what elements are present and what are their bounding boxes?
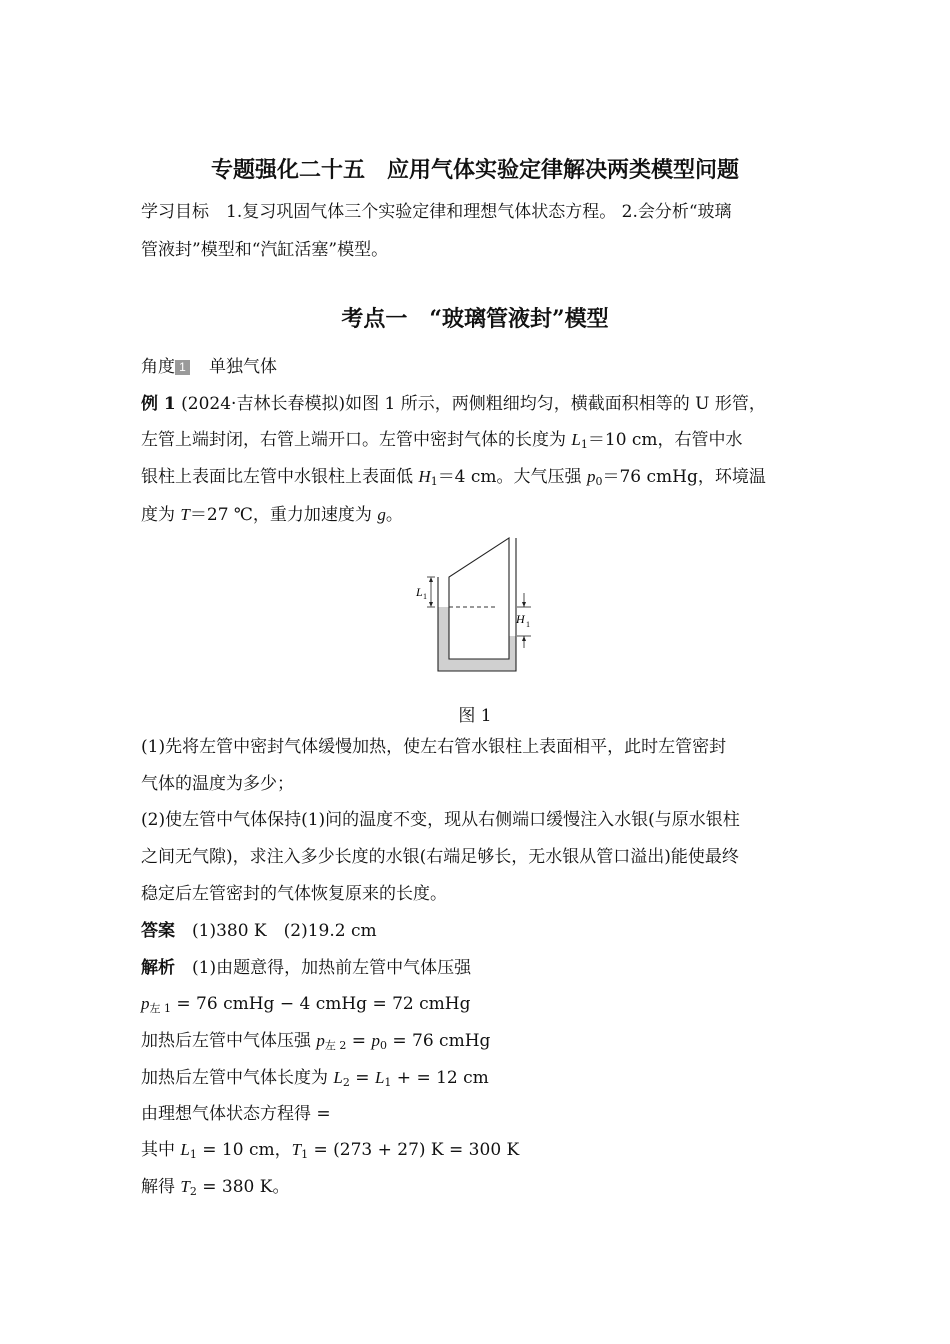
u-tube-figure (405, 535, 535, 675)
example-line1 (141, 394, 766, 414)
figure-label-H-sub: 1 (526, 620, 530, 629)
analysis-text-3a: 加热后左管中气体压强 (141, 1031, 317, 1051)
analysis-text-4c: + (391, 1068, 417, 1088)
symbol-T: T (180, 1177, 190, 1196)
analysis-line6 (141, 1140, 519, 1160)
subscript-1: 1 (430, 475, 438, 488)
subscript-2: 2 (342, 1076, 350, 1089)
subscript-1: 1 (301, 1148, 309, 1161)
subscript-2: 2 (189, 1185, 197, 1198)
analysis-line2 (141, 994, 471, 1014)
angle-heading (141, 357, 277, 377)
analysis-text-6c: = (273 + 27) K = 300 K (308, 1140, 520, 1160)
question-1-line1: (1)先将左管中密封气体缓慢加热，使左右管水银柱上表面相平，此时左管密封 (141, 737, 727, 757)
figure-label-H: H (516, 612, 525, 626)
answer-line (141, 921, 377, 941)
example-text-2a: 左管上端封闭，右管上端开口。左管中密封气体的长度为 (141, 430, 572, 450)
subscript-1: 1 (384, 1076, 392, 1089)
subscript-0: 0 (379, 1039, 387, 1052)
symbol-p: p (586, 467, 596, 486)
question-2-line3: 稳定后左管密封的气体恢复原来的长度。 (141, 884, 447, 904)
example-text-3a: 银柱上表面比左管中水银柱上表面低 (141, 467, 419, 487)
mercury-column (438, 607, 516, 671)
example-line2 (141, 430, 743, 450)
symbol-g: g (377, 505, 386, 524)
analysis-text-3b: = (346, 1031, 372, 1051)
l1-arrow-up (429, 577, 433, 582)
learning-goals-line2: 管液封”模型和“汽缸活塞”模型。 (141, 240, 389, 260)
subscript-left2: 左 2 (324, 1039, 347, 1052)
example-text-3c: ＝76 cmHg，环境温 (602, 467, 766, 487)
u-tube-outline (438, 538, 516, 671)
subscript-1: 1 (580, 438, 588, 451)
figure-caption: 图 1 (458, 706, 492, 726)
h1-arrow-up (522, 636, 526, 641)
analysis-line4 (141, 1068, 489, 1088)
symbol-L: L (333, 1068, 343, 1087)
analysis-text-7a: 解得 (141, 1177, 181, 1197)
example-line3 (141, 467, 766, 487)
angle-label: 角度 (141, 357, 175, 377)
example-text-4c: 。 (385, 505, 403, 525)
question-2-line1: (2)使左管中气体保持(1)问的温度不变，现从右侧端口缓慢注入水银(与原水银柱 (141, 810, 740, 830)
symbol-T: T (180, 505, 190, 524)
example-label: 例 1 (141, 394, 176, 414)
answer-label: 答案 (141, 921, 175, 941)
symbol-p: p (141, 994, 150, 1013)
analysis-text-7b: = 380 K。 (196, 1177, 290, 1197)
symbol-p: p (316, 1031, 325, 1050)
question-1-line2: 气体的温度为多少； (141, 774, 294, 794)
l1-arrow-down (429, 602, 433, 607)
angle-text: 单独气体 (209, 357, 277, 377)
subscript-0: 0 (595, 475, 603, 488)
example-text-4a: 度为 (141, 505, 181, 525)
h1-arrow-down (522, 602, 526, 607)
learning-goals-line1 (141, 202, 732, 222)
example-line4 (141, 505, 403, 525)
symbol-L: L (571, 430, 581, 449)
goals-text-1: 1.复习巩固气体三个实验定律和理想气体状态方程。 2.会分析“玻璃 (226, 202, 732, 222)
subscript-left1: 左 1 (149, 1002, 171, 1015)
example-text-4b: ＝27 ℃，重力加速度为 (189, 505, 378, 525)
analysis-line3 (141, 1031, 490, 1051)
angle-number-badge: 1 (175, 360, 190, 375)
analysis-text-1: (1)由题意得，加热前左管中气体压强 (192, 958, 472, 978)
symbol-L: L (374, 1068, 385, 1087)
analysis-text-6a: 其中 (141, 1140, 181, 1160)
analysis-line5: 由理想气体状态方程得 = (141, 1104, 331, 1124)
analysis-label: 解析 (141, 958, 175, 978)
analysis-text-2: = 76 cmHg − 4 cmHg = 72 cmHg (171, 994, 471, 1014)
example-text-3b: ＝4 cm。大气压强 (437, 467, 587, 487)
section-heading: 考点一 “玻璃管液封”模型 (341, 306, 609, 332)
analysis-text-6b: = 10 cm， (196, 1140, 292, 1160)
symbol-T: T (291, 1140, 302, 1159)
figure-label-L: L (416, 585, 423, 599)
symbol-H: H (418, 467, 431, 486)
analysis-text-4b: = (349, 1068, 375, 1088)
analysis-text-4a: 加热后左管中气体长度为 (141, 1068, 334, 1088)
figure-label-L-sub: 1 (423, 592, 427, 601)
analysis-text-4d: = 12 cm (416, 1068, 489, 1088)
subscript-1: 1 (189, 1148, 197, 1161)
analysis-line1 (141, 958, 471, 978)
symbol-p: p (371, 1031, 380, 1050)
example-text-1: (2024·吉林长春模拟)如图 1 所示，两侧粗细均匀，横截面积相等的 U 形管， (181, 394, 766, 414)
symbol-L: L (180, 1140, 190, 1159)
question-2-line2: 之间无气隙)，求注入多少长度的水银(右端足够长，无水银从管口溢出)能使最终 (141, 847, 739, 867)
goals-label: 学习目标 (141, 202, 209, 222)
answer-text: (1)380 K (2)19.2 cm (192, 921, 377, 941)
example-text-2b: ＝10 cm，右管中水 (587, 430, 743, 450)
analysis-line7 (141, 1177, 289, 1197)
analysis-text-3c: = 76 cmHg (386, 1031, 491, 1051)
page-title: 专题强化二十五 应用气体实验定律解决两类模型问题 (210, 157, 739, 183)
